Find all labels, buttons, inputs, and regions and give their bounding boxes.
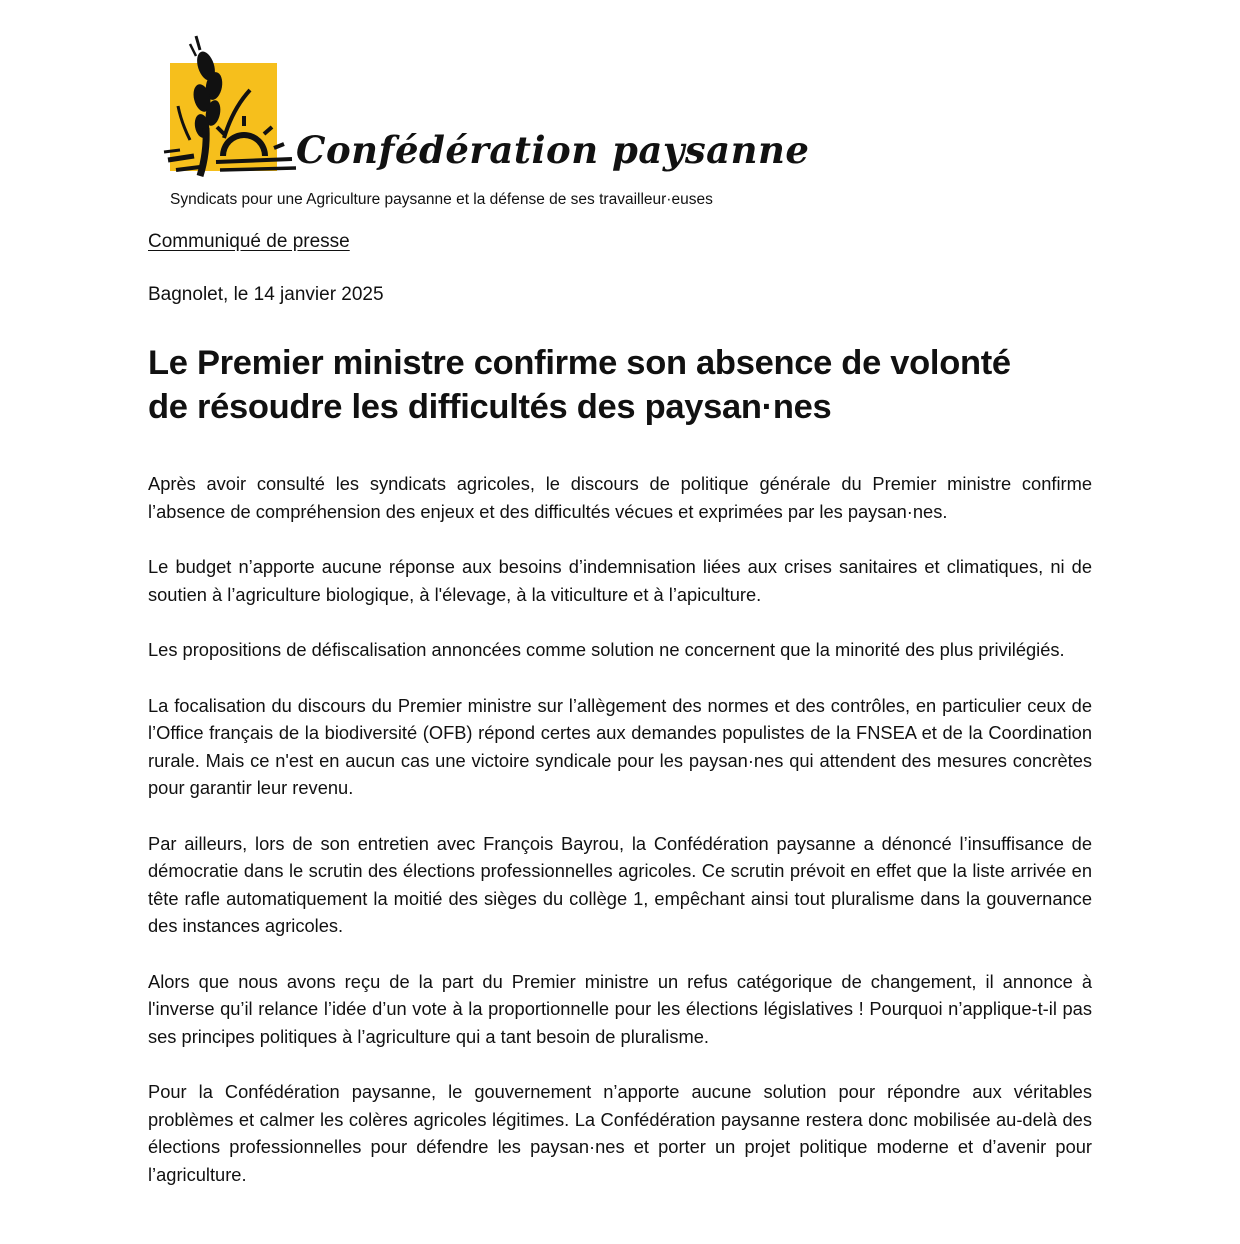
logo-wordmark: Confédération paysanne [296, 128, 810, 172]
body-paragraph: Par ailleurs, lors de son entretien avec François Bayrou, la Confédération paysanne a dénoncé l’insuffisance de démocratie dans le scrutin des élections professionnelles agricoles. Ce scrutin prévoit en effet que la liste arrivée en tête rafle automatiquement la moitié des sièges du collège 1, empêchant ainsi tout pluralisme dans la gouvernance des instances agricoles. [148, 832, 1092, 936]
title-line-2: de résoudre les difficultés des paysan·nes [148, 388, 832, 426]
body-paragraph: Le budget n’apporte aucune réponse aux besoins d’indemnisation liées aux crises sanitaires et climatiques, ni de soutien à l’agriculture biologique, à l'élevage, à la viticulture et à l’apiculture. [148, 556, 1092, 605]
body-paragraph: La focalisation du discours du Premier ministre sur l’allègement des normes et des contrôles, en particulier ceux de l’Office français de la biodiversité (OFB) répond certes aux demandes populistes de la FNSEA et de la Coordination rurale. Mais ce n'est en aucun cas une victoire syndicale pour les paysan·nes qui attendent des mesures concrètes pour garantir leur revenu. [148, 694, 1092, 798]
document-body [148, 470, 1092, 1216]
title-line-1: Le Premier ministre confirme son absence de volonté [148, 344, 1011, 382]
body-paragraph: Les propositions de défiscalisation annoncées comme solution ne concernent que la minorité des plus privilégiés. [148, 639, 1065, 660]
wheat-sun-logo-icon [160, 28, 300, 178]
document-kicker: Communiqué de presse [148, 231, 350, 252]
body-paragraph: Après avoir consulté les syndicats agricoles, le discours de politique générale du Premier ministre confirme l’absence de compréhension des enjeux et des difficultés vécues et exprimées par les paysan·nes. [148, 473, 1092, 522]
body-paragraph: Alors que nous avons reçu de la part du Premier ministre un refus catégorique de changement, il annonce à l'inverse qu’il relance l’idée d’un vote à la proportionnelle pour les élections législatives ! Pourquoi n’applique-t-il pas ses principes politiques à l’agriculture qui a tant besoin de pluralisme. [148, 970, 1092, 1047]
dateline: Bagnolet, le 14 janvier 2025 [148, 284, 384, 305]
body-paragraph: Pour la Confédération paysanne, le gouvernement n’apporte aucune solution pour répondre aux véritables problèmes et calmer les colères agricoles légitimes. La Confédération paysanne restera donc mobilisée au-delà des élections professionnelles pour défendre les paysan·nes et porter un projet politique moderne et d’avenir pour l’agriculture. [148, 1081, 1092, 1185]
logo-tagline: Syndicats pour une Agriculture paysanne et la défense de ses travailleur·euses [170, 191, 713, 208]
organization-logo [160, 28, 810, 213]
document-title [148, 341, 1092, 429]
